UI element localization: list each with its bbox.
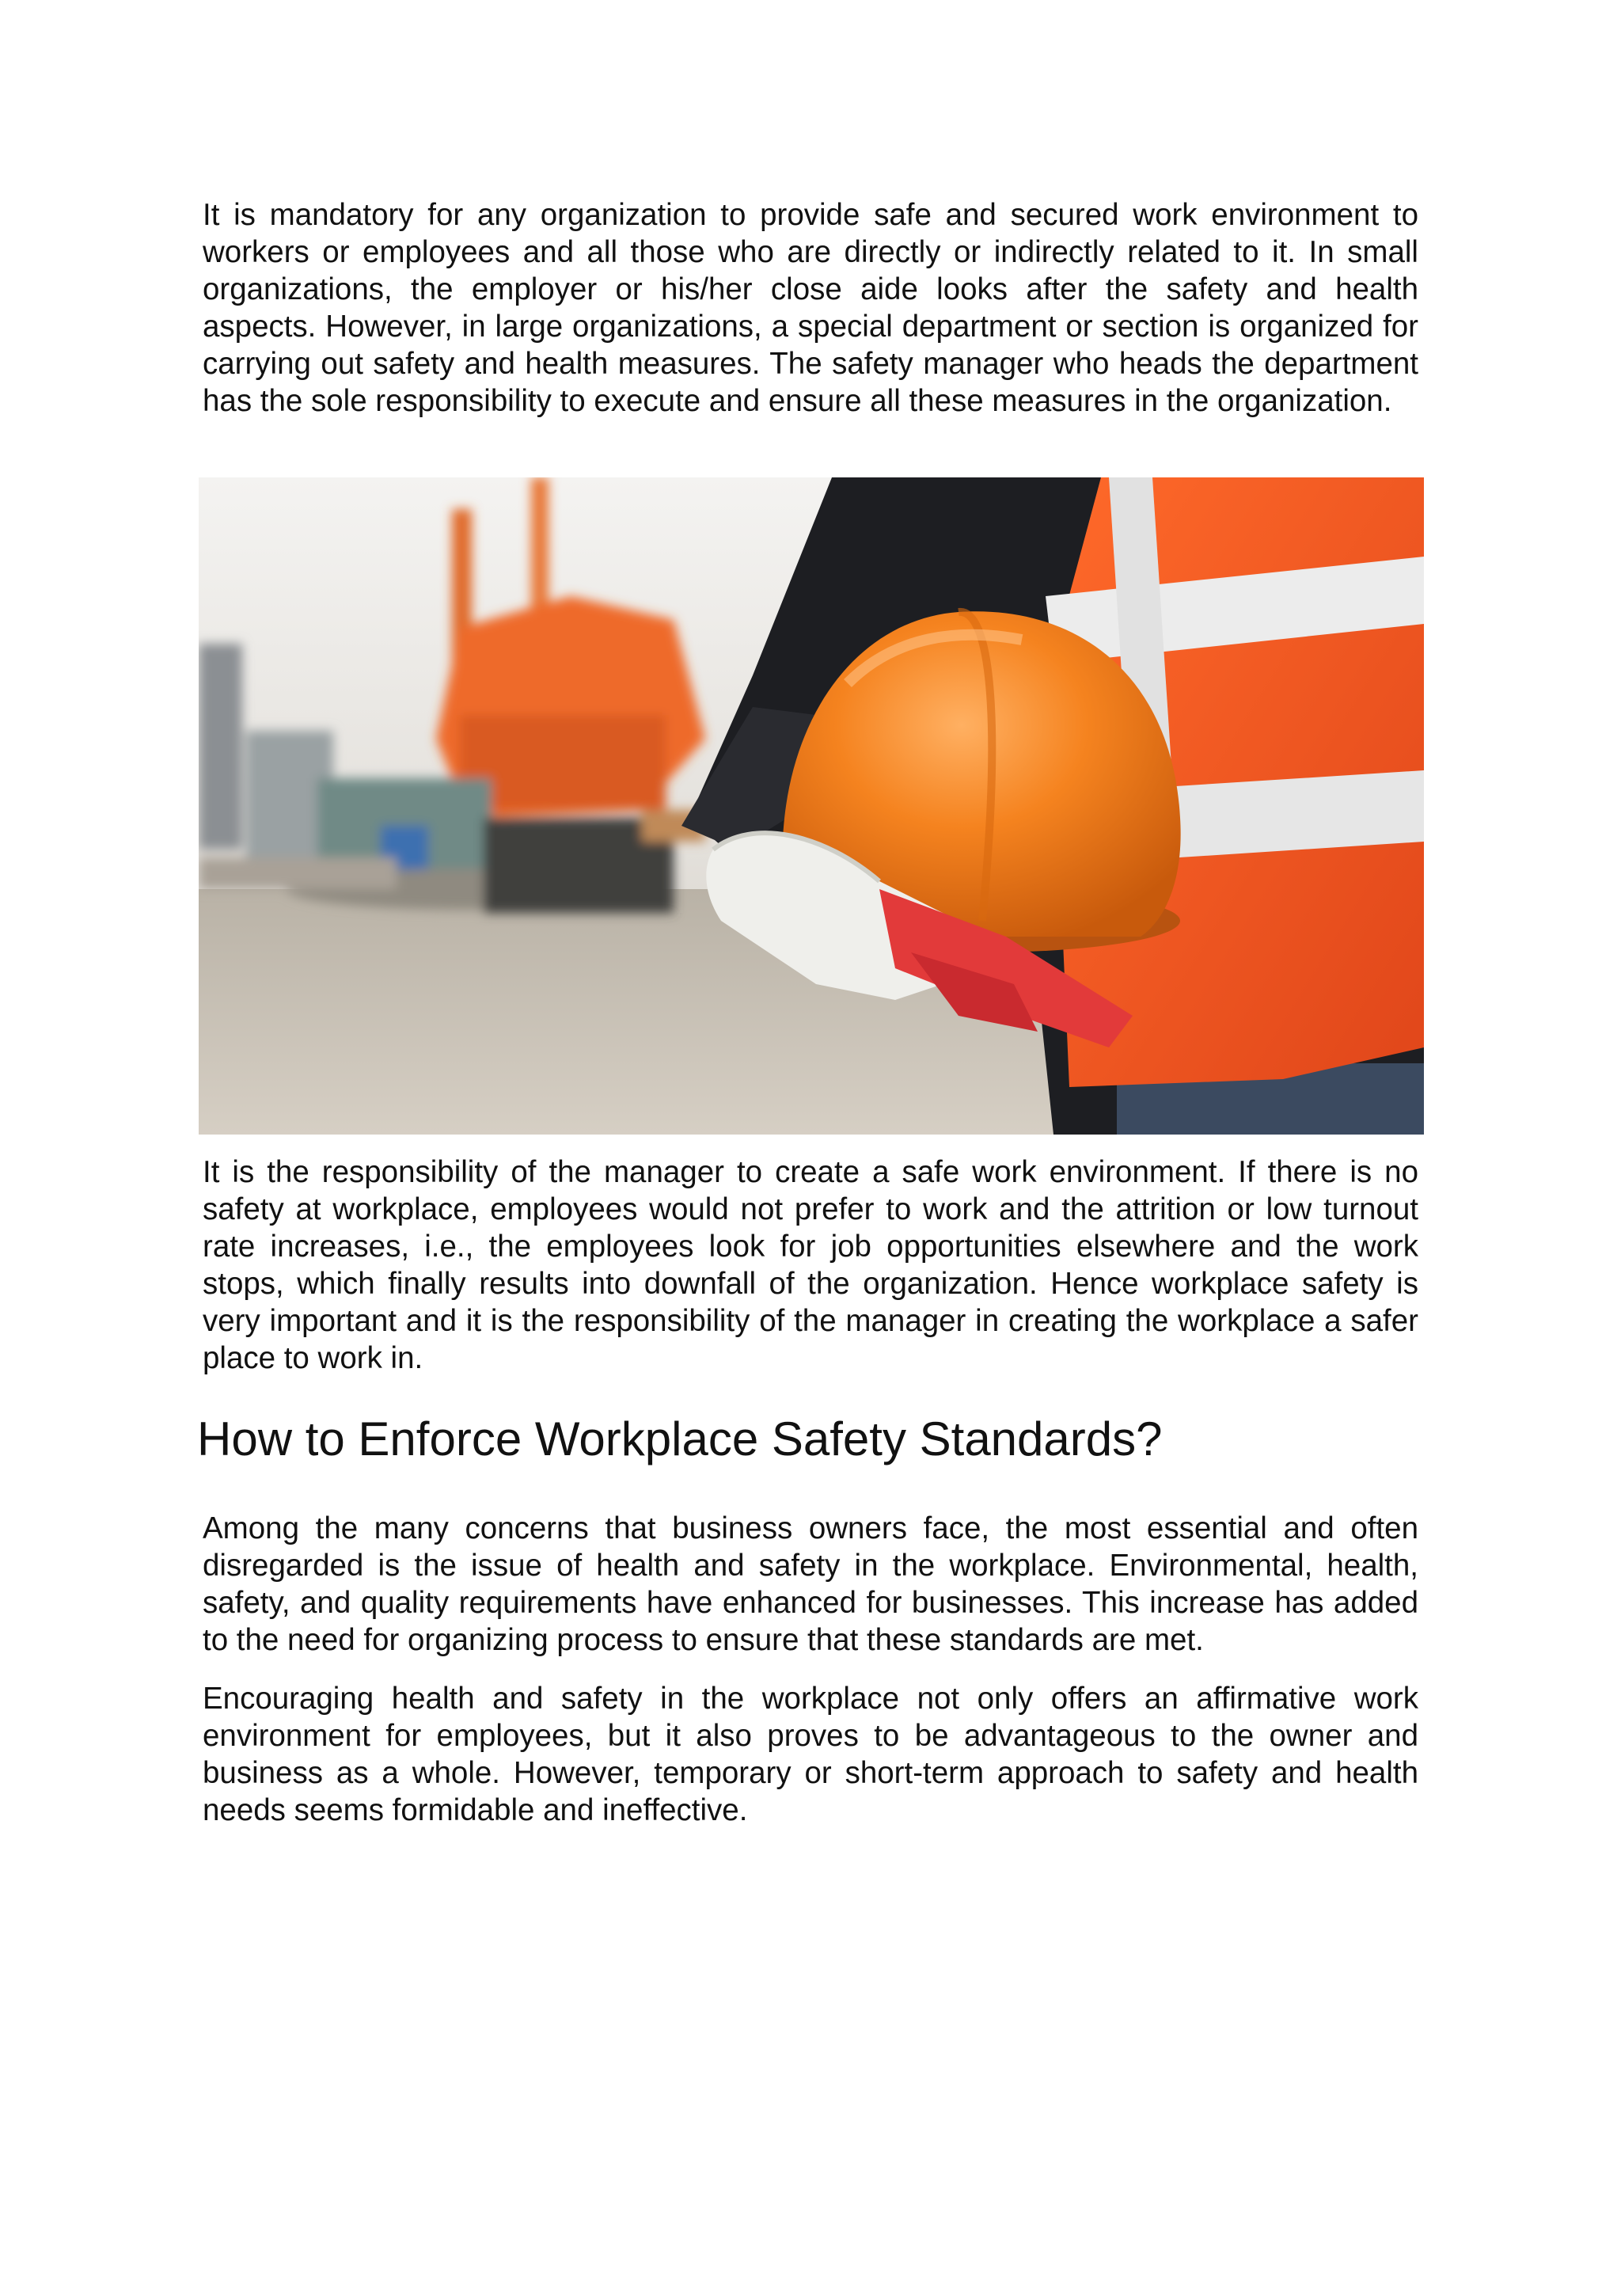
intro-paragraph: It is mandatory for any organization to provide safe and secured work environment to workers or employees and all those who are directly or indirectly related to it. In small organizations, the employer or his/her close aide looks after the safety and health aspects. However, in large organizations, a special department or section is organized for carrying out safety and health measures. The safety manager who heads the department has the sole responsibility to execute and ensure all these measures in the organization.: [203, 198, 1418, 418]
encouraging-paragraph: Encouraging health and safety in the workplace not only offers an affirmative work environment for employees, but it also proves to be advantageous to the owner and business as a whole. However, temporary or short-term approach to safety and health needs seems formidable and ineffective.: [203, 1682, 1418, 1827]
worker-hard-hat-photo: [199, 477, 1424, 1135]
concerns-paragraph: Among the many concerns that business owners face, the most essential and often disregarded is the issue of health and safety in the workplace. Environmental, health, safety, and quality requirements have enhanced for businesses. This increase has added to the need for organizing process to ensure that these standards are met.: [203, 1511, 1418, 1657]
manager-responsibility-paragraph: It is the responsibility of the manager to create a safe work environment. If there is no safety at workplace, employees would not prefer to work and the attrition or low turnout rate increases, i.e., the employees look for job opportunities elsewhere and the work stops, which finally results into downfall of the organization. Hence workplace safety is very important and it is the responsibility of the manager in creating the workplace a safer place to work in.: [203, 1155, 1418, 1375]
section-heading: How to Enforce Workplace Safety Standards?: [197, 1412, 1163, 1465]
